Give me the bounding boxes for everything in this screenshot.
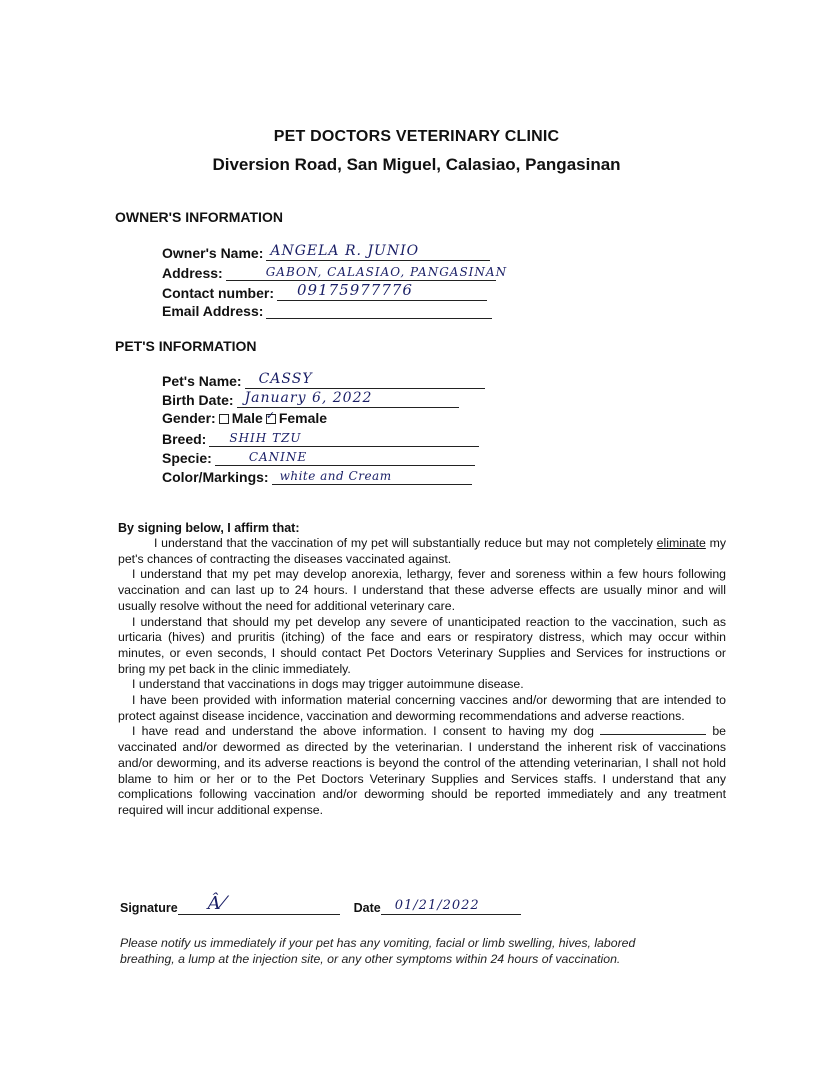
owner-email-label: Email Address: [162,303,264,319]
owner-address-label: Address: [162,265,223,281]
pet-gender-field [162,410,327,426]
check-icon: ✓ [265,410,276,422]
pet-specie-field [162,449,475,466]
consent-paragraph [118,724,726,818]
date-label: Date [353,901,381,915]
pet-specie-label: Specie: [162,450,212,466]
pet-color-field [162,468,472,485]
consent-paragraph: I understand that my pet may develop anorexia, lethargy, fever and soreness within a few hours following vaccination and can last up to 24 hours. I understand that these adverse effects are usually minor and will usually resolve without the need for additional veterinary care. [118,567,726,613]
consent-paragraph: I have been provided with information material concerning vaccines and/or deworming that are intended to protect against disease incidence, vaccination and deworming recommendations and adverse reactions. [118,693,726,723]
clinic-name: PET DOCTORS VETERINARY CLINIC [273,128,560,145]
pet-breed-field [162,430,479,447]
pet-specie-input[interactable] [215,449,475,466]
owner-name-label: Owner's Name: [162,245,264,261]
eliminate-word: eliminate [656,536,706,550]
pet-section-title: PET'S INFORMATION [115,338,257,354]
owner-contact-input[interactable] [277,281,487,301]
consent-paragraph [118,536,726,567]
dog-name-blank[interactable] [600,724,706,735]
owner-contact-field [162,281,487,301]
consent-text [118,536,726,819]
owner-address-field [162,264,508,281]
consent-p1-tail: my pet's chances of contracting the diseases vaccinated against. [118,536,727,566]
signature-field[interactable] [178,893,340,915]
pet-birth-input[interactable] [237,391,459,408]
consent-p1-text: I understand that the vaccination of my pet will substantially reduce but may not completely [154,536,657,550]
owner-section-title: OWNER'S INFORMATION [115,209,283,225]
owner-name-field [162,244,490,261]
male-checkbox[interactable] [219,414,229,424]
owner-name-input[interactable] [266,244,490,261]
owner-name-value: ANGELA R. JUNIO [270,243,420,259]
pet-name-field [162,372,485,389]
female-label: Female [278,410,328,426]
signature-mark: Â⁄ [207,893,226,914]
pet-gender-label: Gender: [162,410,216,426]
pet-color-input[interactable] [272,468,472,485]
pet-breed-input[interactable] [209,430,479,447]
pet-name-value: CASSY [258,371,313,387]
signature-label: Signature [120,901,178,915]
owner-contact-value: 09175977776 [297,281,413,299]
pet-name-label: Pet's Name: [162,373,242,389]
pet-breed-value: SHIH TZU [229,431,302,445]
consent-p6-text: I have read and understand the above information. I consent to having my dog [132,724,601,739]
pet-name-input[interactable] [245,372,485,389]
male-label: Male [231,410,263,426]
consent-p6-tail: be vaccinated and/or dewormed as directed by the veterinarian. I understand the inherent risk of vaccinations and/or deworming, and its adverse reactions is beyond the control of the attending veterinarian, I shall not hold blame to him or her or to the Pet Doctors Veterinary Supplies and Services staffs. I understand that any complications following vaccination and/or deworming should be reported immediately and any treatment required will incur additional expense. [118,724,726,817]
date-value: 01/21/2022 [394,898,480,913]
pet-specie-value: CANINE [248,450,308,464]
pet-color-label: Color/Markings: [162,469,269,485]
owner-email-field [162,302,492,319]
date-field[interactable] [381,900,521,915]
owner-address-value: GABON, CALASIAO, PANGASINAN [265,265,508,279]
owner-address-input[interactable] [226,264,508,281]
clinic-address: Diversion Road, San Miguel, Calasiao, Pangasinan [212,155,621,174]
pet-breed-label: Breed: [162,431,207,447]
owner-contact-label: Contact number: [162,285,274,301]
female-checkbox[interactable] [265,410,276,424]
pet-birth-value: January 6, 2022 [244,390,373,406]
owner-email-input[interactable] [266,302,492,319]
pet-birth-label: Birth Date: [162,392,234,408]
consent-paragraph: I understand that should my pet develop any severe of unanticipated reaction to the vaccination, such as urticaria (hives) and pruritis (itching) of the face and ears or respiratory distress, which may occur within minutes, or even seconds, I should contact Pet Doctors Veterinary Supplies and Services for instructions or bring my pet back in the clinic immediately. [118,614,726,676]
pet-color-value: white and Cream [279,469,392,483]
footer-note: Please notify us immediately if your pet has any vomiting, facial or limb swelling, hives, labored breathing, a lump at the injection site, or any other symptoms within 24 hours of vaccination. [120,936,636,966]
pet-birth-field [162,391,459,408]
consent-paragraph: I understand that vaccinations in dogs may trigger autoimmune disease. [132,677,524,692]
signature-row [120,893,521,915]
affirm-heading: By signing below, I affirm that: [118,521,300,535]
